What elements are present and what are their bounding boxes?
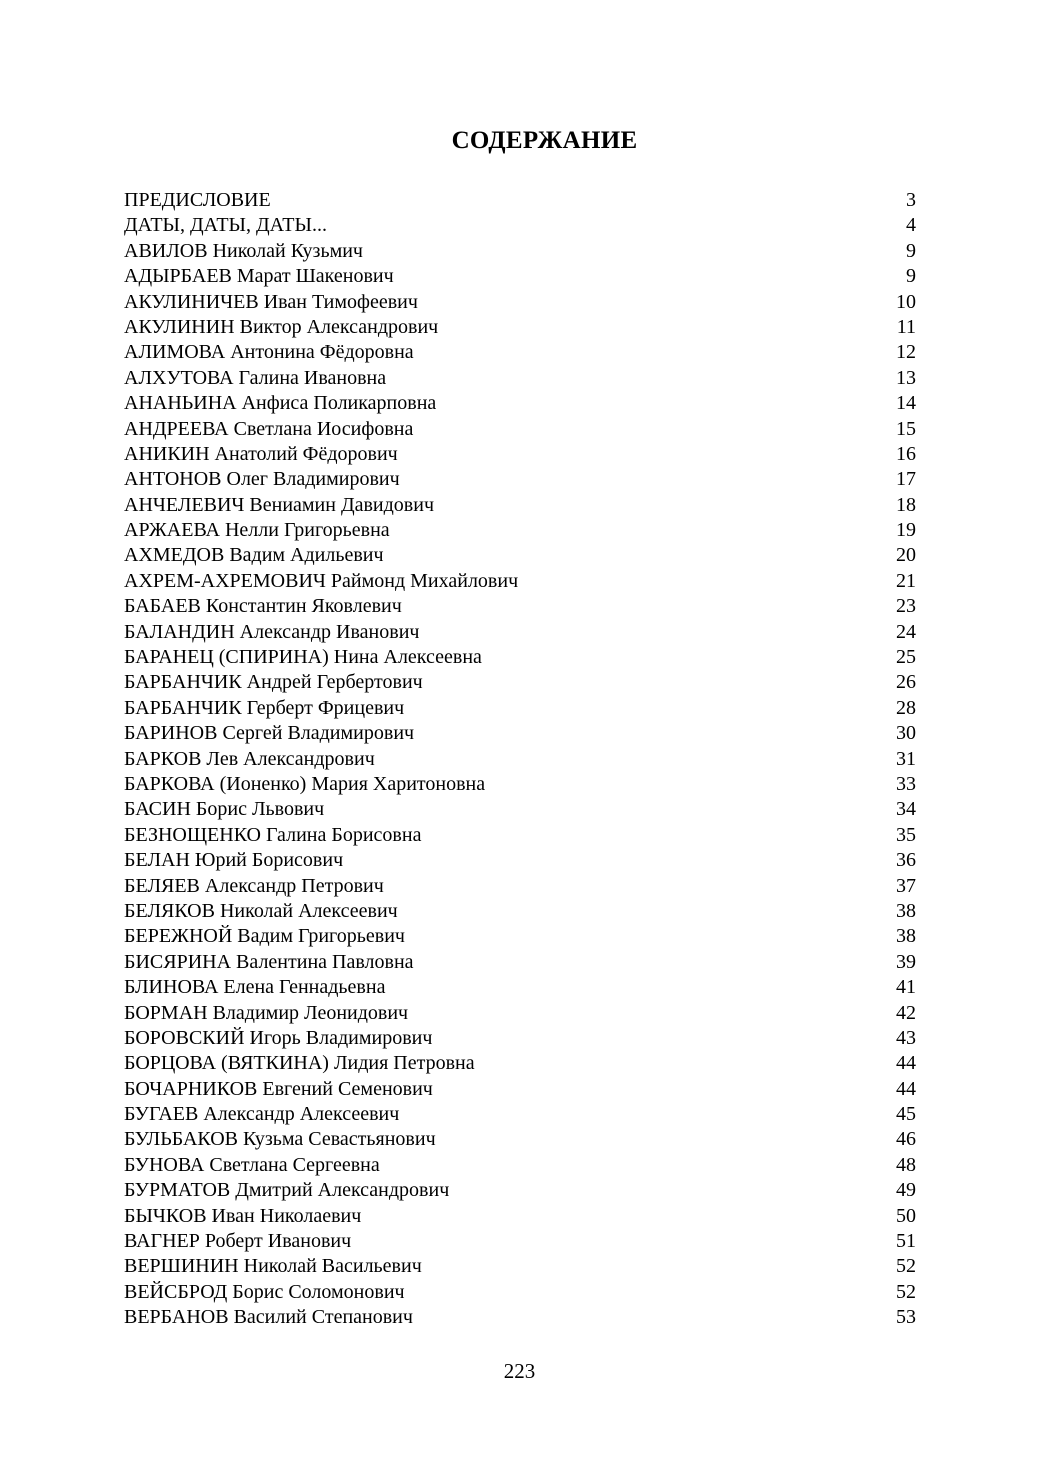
toc-entry-title: БЕЛЯКОВ Николай Алексеевич xyxy=(124,899,398,922)
toc-entry-page: 18 xyxy=(896,493,916,516)
toc-entry-title: БЕЛАН Юрий Борисович xyxy=(124,849,344,872)
toc-entry-title: АЛИМОВА Антонина Фёдоровна xyxy=(124,341,414,364)
toc-entry xyxy=(124,1077,916,1102)
toc-entry-title: БАРАНЕЦ (СПИРИНА) Нина Алексеевна xyxy=(124,646,482,669)
toc-entry-title: ДАТЫ, ДАТЫ, ДАТЫ... xyxy=(124,214,327,237)
toc-entry-page: 52 xyxy=(896,1255,916,1278)
toc-entry xyxy=(124,569,916,594)
toc-entry-page: 53 xyxy=(896,1306,916,1329)
toc-entry xyxy=(124,1026,916,1051)
toc-entry-title: АНЧЕЛЕВИЧ Вениамин Давидович xyxy=(124,493,435,516)
toc-entry-page: 38 xyxy=(896,925,916,948)
toc-entry-page: 52 xyxy=(896,1280,916,1303)
toc-entry-page: 24 xyxy=(896,620,916,643)
toc-entry-title: БАРКОВА (Ионенко) Мария Харитоновна xyxy=(124,772,486,795)
toc-entry-page: 12 xyxy=(896,341,916,364)
toc-entry-title: БОРОВСКИЙ Игорь Владимирович xyxy=(124,1026,433,1049)
toc-entry xyxy=(124,899,916,924)
toc-entry-title: АНАНЬИНА Анфиса Поликарповна xyxy=(124,392,437,415)
toc-entry xyxy=(124,1254,916,1279)
toc-entry-title: АКУЛИНИЧЕВ Иван Тимофеевич xyxy=(124,290,418,313)
toc-entry-page: 44 xyxy=(896,1077,916,1100)
toc-entry xyxy=(124,1001,916,1026)
toc-entry xyxy=(124,1280,916,1305)
toc-entry xyxy=(124,417,916,442)
toc-entry-title: БОРМАН Владимир Леонидович xyxy=(124,1001,409,1024)
toc-entry xyxy=(124,1102,916,1127)
toc-entry-title: АНТОНОВ Олег Владимирович xyxy=(124,468,400,491)
toc-entry-title: БАРБАНЧИК Андрей Гербертович xyxy=(124,671,423,694)
toc-entry xyxy=(124,772,916,797)
toc-entry-page: 11 xyxy=(896,315,916,338)
toc-entry-page: 30 xyxy=(896,722,916,745)
toc-entry xyxy=(124,290,916,315)
toc-entry xyxy=(124,670,916,695)
toc-entry xyxy=(124,823,916,848)
toc-entry xyxy=(124,493,916,518)
toc-entry xyxy=(124,543,916,568)
toc-entry-page: 49 xyxy=(896,1179,916,1202)
toc-entry-page: 42 xyxy=(896,1001,916,1024)
toc-entry-title: ПРЕДИСЛОВИЕ xyxy=(124,189,271,211)
toc-entry-title: АРЖАЕВА Нелли Григорьевна xyxy=(124,519,390,542)
toc-entry xyxy=(124,975,916,1000)
page-number: 223 xyxy=(503,1359,536,1383)
page-title: СОДЕРЖАНИЕ xyxy=(451,127,638,154)
toc-entry-page: 10 xyxy=(896,290,916,313)
toc-entry xyxy=(124,696,916,721)
toc-entry-title: АДЫРБАЕВ Марат Шакенович xyxy=(124,265,394,288)
toc-entry-page: 36 xyxy=(896,849,916,872)
toc-entry-title: БУГАЕВ Александр Алексеевич xyxy=(124,1103,400,1126)
toc-entry xyxy=(124,1229,916,1254)
toc-entry-page: 3 xyxy=(906,189,916,211)
toc-entry-title: БУЛЬБАКОВ Кузьма Севастьянович xyxy=(124,1128,436,1151)
toc-entry xyxy=(124,645,916,670)
toc-entry-page: 39 xyxy=(896,950,916,973)
toc-entry-title: БОЧАРНИКОВ Евгений Семенович xyxy=(124,1077,433,1100)
toc-entry xyxy=(124,620,916,645)
toc-entry-title: ВЕЙСБРОД Борис Соломонович xyxy=(124,1280,405,1303)
toc-entry xyxy=(124,315,916,340)
toc-entry-title: БИСЯРИНА Валентина Павловна xyxy=(124,950,414,973)
toc-entry-title: БЛИНОВА Елена Геннадьевна xyxy=(124,976,386,999)
toc-entry xyxy=(124,239,916,264)
toc-entry xyxy=(124,467,916,492)
toc-entry-title: БАРБАНЧИК Герберт Фрицевич xyxy=(124,696,405,719)
toc-entry-title: БАРКОВ Лев Александрович xyxy=(124,747,375,770)
toc-entry xyxy=(124,264,916,289)
toc-entry xyxy=(124,721,916,746)
toc-entry-title: АВИЛОВ Николай Кузьмич xyxy=(124,239,363,262)
toc-entry-page: 21 xyxy=(896,569,916,592)
toc-entry-title: БЕРЕЖНОЙ Вадим Григорьевич xyxy=(124,925,405,948)
toc-entry-title: БУНОВА Светлана Сергеевна xyxy=(124,1153,380,1176)
toc-entry-page: 16 xyxy=(896,442,916,465)
toc-entry xyxy=(124,1178,916,1203)
toc-entry-title: БЕЛЯЕВ Александр Петрович xyxy=(124,874,384,897)
toc-entry xyxy=(124,1305,916,1330)
toc-entry xyxy=(124,340,916,365)
toc-entry-title: АХРЕМ-АХРЕМОВИЧ Раймонд Михайлович xyxy=(124,569,519,592)
toc-entry-title: БАБАЕВ Константин Яковлевич xyxy=(124,595,402,618)
toc-entry-page: 51 xyxy=(896,1230,916,1253)
toc-entry-title: БЫЧКОВ Иван Николаевич xyxy=(124,1204,362,1227)
toc-entry xyxy=(124,1204,916,1229)
toc-entry-title: АХМЕДОВ Вадим Адильевич xyxy=(124,544,384,567)
toc-entry-page: 37 xyxy=(896,874,916,897)
toc-entry xyxy=(124,1153,916,1178)
toc-entry-page: 17 xyxy=(896,468,916,491)
toc-entry xyxy=(124,797,916,822)
toc-entry-page: 26 xyxy=(896,671,916,694)
toc-entry xyxy=(124,442,916,467)
toc-entry xyxy=(124,747,916,772)
toc-entry-page: 43 xyxy=(896,1026,916,1049)
toc-entry xyxy=(124,848,916,873)
toc-entry xyxy=(124,1051,916,1076)
toc-entry-page: 20 xyxy=(896,544,916,567)
toc-entry-title: БУРМАТОВ Дмитрий Александрович xyxy=(124,1179,450,1202)
toc-entry-page: 4 xyxy=(906,214,916,237)
toc-entry-page: 38 xyxy=(896,899,916,922)
toc-entry-title: АЛХУТОВА Галина Ивановна xyxy=(124,366,387,389)
toc-entry-page: 15 xyxy=(896,417,916,440)
toc-entry xyxy=(124,1127,916,1152)
toc-entry xyxy=(124,874,916,899)
toc-entry xyxy=(124,188,916,213)
toc-entry xyxy=(124,950,916,975)
toc-entry xyxy=(124,518,916,543)
toc-entry-page: 34 xyxy=(896,798,916,821)
toc-entry-title: ВЕРБАНОВ Василий Степанович xyxy=(124,1306,413,1329)
toc-entry-title: БОРЦОВА (ВЯТКИНА) Лидия Петровна xyxy=(124,1052,475,1075)
toc-entry-page: 23 xyxy=(896,595,916,618)
toc-entry xyxy=(124,924,916,949)
toc-entry-page: 46 xyxy=(896,1128,916,1151)
toc-entry-title: БЕЗНОЩЕНКО Галина Борисовна xyxy=(124,823,422,846)
toc-entry-title: БАЛАНДИН Александр Иванович xyxy=(124,620,420,643)
toc-entry-title: БАРИНОВ Сергей Владимирович xyxy=(124,722,415,745)
table-of-contents xyxy=(124,188,916,1331)
toc-entry xyxy=(124,594,916,619)
toc-entry-page: 13 xyxy=(896,366,916,389)
toc-entry-title: БАСИН Борис Львович xyxy=(124,798,325,821)
toc-entry-page: 14 xyxy=(896,392,916,415)
toc-entry-page: 25 xyxy=(896,646,916,669)
toc-entry-title: ВЕРШИНИН Николай Васильевич xyxy=(124,1255,422,1278)
toc-entry-title: АКУЛИНИН Виктор Александрович xyxy=(124,315,439,338)
toc-entry-page: 19 xyxy=(896,519,916,542)
toc-entry-page: 44 xyxy=(896,1052,916,1075)
toc-entry xyxy=(124,213,916,238)
toc-entry-page: 31 xyxy=(896,747,916,770)
toc-entry xyxy=(124,391,916,416)
toc-entry-page: 9 xyxy=(906,239,916,262)
toc-entry-title: ВАГНЕР Роберт Иванович xyxy=(124,1230,352,1253)
toc-entry-page: 48 xyxy=(896,1153,916,1176)
toc-entry-title: АНИКИН Анатолий Фёдорович xyxy=(124,442,398,465)
toc-entry-title: АНДРЕЕВА Светлана Иосифовна xyxy=(124,417,414,440)
toc-entry-page: 41 xyxy=(896,976,916,999)
toc-entry-page: 50 xyxy=(896,1204,916,1227)
toc-entry-page: 28 xyxy=(896,696,916,719)
toc-entry-page: 33 xyxy=(896,772,916,795)
toc-entry-page: 45 xyxy=(896,1103,916,1126)
toc-entry-page: 35 xyxy=(896,823,916,846)
toc-entry xyxy=(124,366,916,391)
toc-entry-page: 9 xyxy=(906,265,916,288)
